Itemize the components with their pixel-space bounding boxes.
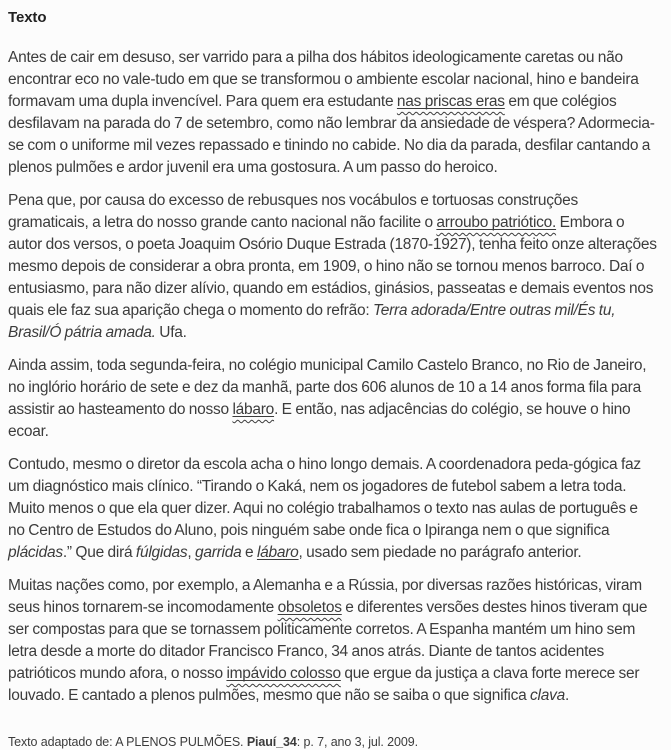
text-run-wavy [397,93,505,110]
paragraph-5 [8,575,657,707]
paragraph-3 [8,355,657,443]
text-run-italic: garrida [194,544,242,561]
text-run-wavy [436,214,556,231]
paragraph-1 [8,47,657,179]
text-run-underline-italic: lábaro [256,544,299,561]
paragraph-4 [8,454,657,564]
text-run-normal: Embora o autor dos versos, o poeta Joaquim Osório Duque Estrada (1870-1927), tenha feito onze alterações mesmo depois de considerar a obra pronta, em 1909, o hino não se tornou menos barroco. Daí o entusiasmo, para não dizer alívio, quando em estádios, ginásios, passeatas e demais eventos nos quais ele faz sua aparição chega o momento do refrão: [8,214,657,319]
text-run-normal: Ufa. [155,324,187,341]
page-title: Texto [8,9,47,26]
text-run-italic: fúlgidas [135,544,188,561]
text-run-italic: Terra adorada/Entre outras mil/És tu, Brasil/Ó pátria amada. [8,302,616,341]
text-run-normal: em que colégios desfilavam na parada do 7 de setembro, como não lembrar da ansiedade de véspera? Adormecia-se com o uniforme mil vezes repassado e tinindo no cabide. No dia da parada, desfilar cantando a plenos pulmões e ardor juvenil era uma gostosura. A um passo do heroico. [8,93,655,176]
wavy-underlined-text: arroubo patriótico. [436,214,557,231]
text-run-normal: . [564,687,570,704]
text-body [8,47,657,707]
text-run-normal: que ergue da justiça a clava forte merece ser louvado. E cantado a plenos pulmões, mesmo que não se saiba o que significa [8,665,640,704]
text-run-normal: : p. 7, ano 3, jul. 2009. [296,735,418,749]
text-run-wavy [232,401,274,418]
text-run-italic: clava [530,687,565,704]
wavy-underlined-text: lábaro [232,401,275,418]
text-run-normal: Pena que, por causa do excesso de rebusques nos vocábulos e tortuosas construções gramaticais, a letra do nosso grande canto nacional não facilite o [8,192,579,231]
text-run-normal: Texto adaptado de: A PLENOS PULMÕES. [8,735,247,749]
text-run-normal: Muitas nações como, por exemplo, a Alemanha e a Rússia, por diversas razões históricas, viram seus hinos tornarem-se incomodamente [8,577,642,616]
text-run-normal: , [187,544,195,561]
text-run-normal: Ainda assim, toda segunda-feira, no colégio municipal Camilo Castelo Branco, no Rio de Janeiro, no inglório horário de sete e dez da manhã, parte dos 606 alunos de 10 a 14 anos forma fila para assistir ao hasteamento do nosso [8,357,647,418]
text-run-normal: Antes de cair em desuso, ser varrido para a pilha dos hábitos ideologicamente caretas ou não encontrar eco no vale-tudo em que se transformou o ambiente escolar nacional, hino e bandeira formavam uma dupla invencível. Para quem era estudante [8,49,639,110]
text-run-normal: Contudo, mesmo o diretor da escola acha o hino longo demais. A coordenadora peda-gógica faz um diagnóstico mais clínico. “Tirando o Kaká, nem os jogadores de futebol sabem a letra toda. Muito menos o que ela quer dizer. Aqui no colégio trabalhamos o texto nas aulas de português e no Centro de Estudos do Aluno, pois ninguém sabe onde fica o Ipiranga nem o que significa [8,456,641,539]
text-run-wavy [278,599,342,616]
text-run-normal: , usado sem piedade no parágrafo anterior. [298,544,582,561]
wavy-underlined-text: impávido colosso [226,665,341,682]
text-run-wavy [226,665,340,682]
wavy-underlined-text: obsoletos [277,599,342,616]
wavy-underlined-text: nas priscas eras [396,93,505,110]
text-run-normal: e diferentes versões destes hinos tiveram que ser compostas para que se tornassem politicamente corretos. A Espanha mantém um hino sem letra desde a morte do ditador Francisco Franco, 34 anos atrás. Diante de tantos acidentes patrióticos mundo afora, o nosso [8,599,648,682]
source-citation [8,734,657,750]
text-run-bold: Piauí_34 [246,735,297,749]
paragraph-2 [8,190,657,344]
text-run-normal: e [241,544,257,561]
text-run-normal: . E então, nas adjacências do colégio, se houve o hino ecoar. [8,401,631,440]
text-run-normal: .” Que dirá [62,544,136,561]
text-run-italic: plácidas [8,544,63,561]
